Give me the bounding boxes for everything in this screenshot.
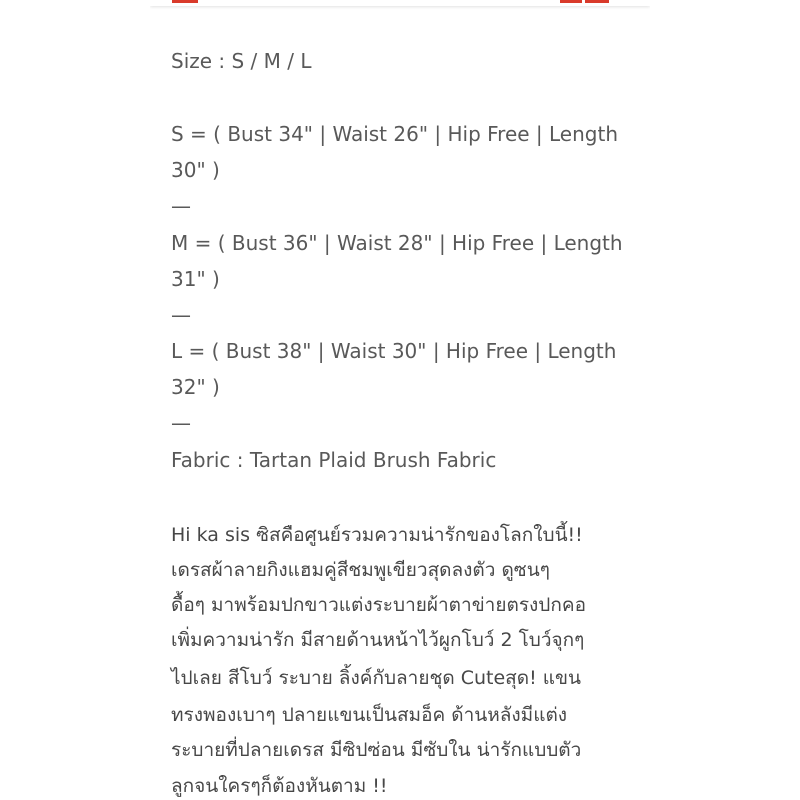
top-bar-accent-right-2 — [585, 0, 609, 3]
top-bar-accent-right — [560, 0, 582, 3]
fabric-line: Fabric : Tartan Plaid Brush Fabric — [171, 448, 497, 472]
top-bar-accent-left — [172, 0, 198, 3]
size-m-line-2: 31" ) — [171, 267, 220, 291]
product-description-panel — [150, 0, 650, 800]
size-l-line-1: L = ( Bust 38" | Waist 30" | Hip Free | Length — [171, 339, 617, 363]
top-bar — [150, 0, 650, 6]
description-text-line: ลูกจนใครๆก็ต้องหันตาม !! — [171, 775, 388, 797]
separator-dash: — — [171, 194, 191, 218]
size-s-line-2: 30" ) — [171, 158, 220, 182]
separator-dash: — — [171, 303, 191, 327]
description-text-line: เพิ่มความน่ารัก มีสายด้านหน้าไว้ผูกโบว์ 2 โบว์จุกๆ — [171, 629, 585, 651]
description-text-line: ระบายที่ปลายเดรส มีซิปซ่อน มีซับใน น่ารักแบบตัว — [171, 739, 582, 761]
separator-dash: — — [171, 411, 191, 435]
description-text-line: ทรงพองเบาๆ ปลายแขนเป็นสมอ็ค ด้านหลังมีแต่ง — [171, 704, 568, 726]
size-m-line-1: M = ( Bust 36" | Waist 28" | Hip Free | Length — [171, 231, 623, 255]
description-text-line: Hi ka sis ซิสคือศูนย์รวมความน่ารักของโลกใบนี้!! — [171, 524, 583, 546]
description-text-line: ดื้อๆ มาพร้อมปกขาวแต่งระบายผ้าตาข่ายตรงปกคอ — [171, 594, 586, 616]
size-s-line-1: S = ( Bust 34" | Waist 26" | Hip Free | Length — [171, 122, 619, 146]
description-text-line: ไปเลย สีโบว์ ระบาย ลิ้งค์กับลายชุด Cuteสุด! แขน — [171, 667, 581, 689]
size-options-line: Size : S / M / L — [171, 49, 312, 73]
size-l-line-2: 32" ) — [171, 375, 220, 399]
description-text-line: เดรสผ้าลายกิงแฮมคู่สีชมพูเขียวสุดลงตัว ดูซนๆ — [171, 559, 550, 581]
